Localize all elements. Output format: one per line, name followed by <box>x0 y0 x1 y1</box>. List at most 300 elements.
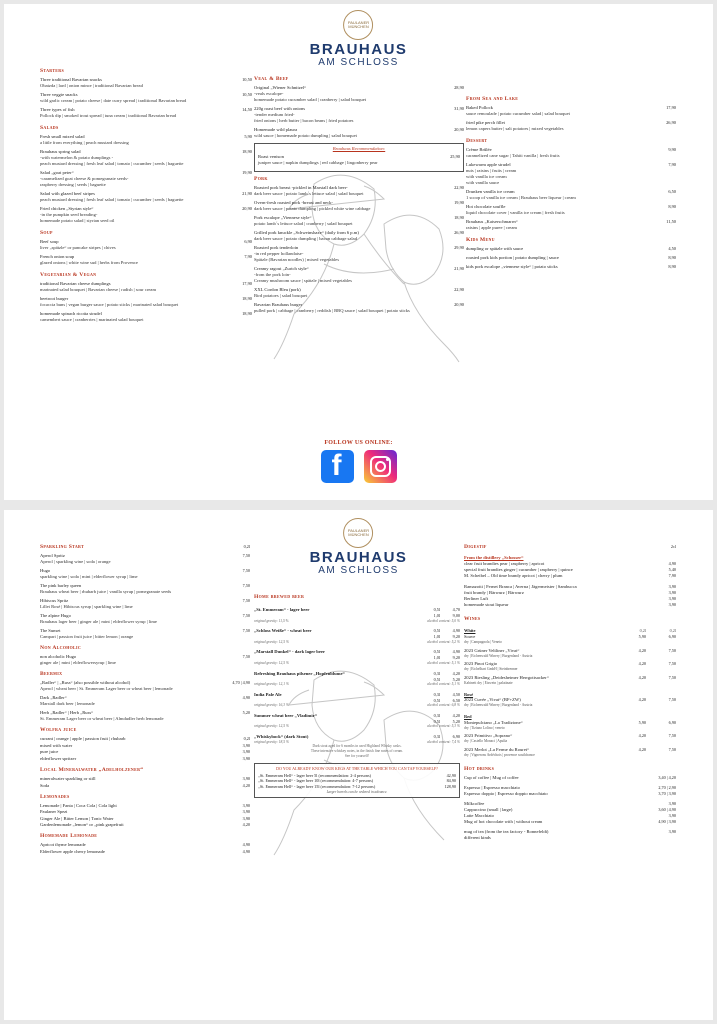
drink-price: 4,90 <box>242 842 250 848</box>
menu-item <box>254 106 464 124</box>
beer-name: „Whiskybock“ (dark Stout) <box>254 733 309 739</box>
alcohol-content: alcohol content: 5,3 % <box>427 724 460 729</box>
beer-price: 4,90 <box>452 649 460 655</box>
menu-item-text <box>40 134 236 146</box>
menu-item-description: caramelized cane sugar | Tahiti vanilla | fresh fruits <box>466 153 560 159</box>
menu-item-price: 7,90 <box>668 162 676 168</box>
drink-item <box>40 803 250 809</box>
brand-logo-drinks <box>310 518 408 576</box>
menu-item-text <box>254 185 448 197</box>
drink-name: The alpine Hugo <box>40 613 71 619</box>
menu-item-name: XXL Cordon Bleu (pork) <box>254 286 301 292</box>
drink-price: 0,2l <box>243 736 250 742</box>
menu-item-description: -with watermelon & potato dumplings - peach mustard dressing | fresh leaf salad | tomato | cucumber | seeds | baguette <box>40 155 184 167</box>
menu-item <box>40 170 252 188</box>
menu-item-description: pulled pork | cabbage | cranberry | reddish | BBQ sauce | salad bouquet | potato sticks <box>254 307 410 313</box>
section-title: Beermix <box>40 671 63 678</box>
drink-price: 3,90 <box>242 802 250 808</box>
menu-item-price: 28,90 <box>454 85 464 91</box>
menu-item-name: French onion soup <box>40 254 75 260</box>
drink-price: 7,50 <box>242 613 250 619</box>
beer-name: „St. Emmeram“ - lager beer <box>254 607 310 613</box>
drink-item <box>40 568 250 580</box>
menu-item-price: 14,50 <box>242 107 252 113</box>
menu-item-price: 29,90 <box>454 244 464 250</box>
drink-item-text <box>40 613 222 625</box>
wine-text <box>464 733 616 744</box>
digestif-item <box>464 573 676 579</box>
drink-name: pure juice <box>40 749 59 755</box>
wine-group-label: White <box>464 628 476 634</box>
drink-description: Brauhaus lager beer | ginger ale | mint | elderflower syrup | lime <box>40 618 157 624</box>
menu-section <box>466 96 676 132</box>
menu-item-price: 17,90 <box>242 281 252 287</box>
menu-item-description: a little from everything | peach mustard dressing <box>40 140 129 146</box>
menu-item-description: -from the pork loin- Creamy mushroom sauce | spätzle | mixed vegetables <box>254 271 352 283</box>
keg-offer-title: DO YOU ALREADY KNOW OUR KEGS AT THE TABLE WHICH YOU CAN TAP YOURSELF? <box>276 766 438 772</box>
menu-item-text <box>254 230 448 242</box>
wine-price: 5,90 <box>638 634 646 639</box>
beer-meta <box>254 724 460 729</box>
drink-item-text <box>40 628 222 640</box>
drink-item-text <box>40 598 222 610</box>
recommendation-title: Brauhaus Recommendation: <box>332 146 386 152</box>
menu-item-price: 22,90 <box>454 185 464 191</box>
menu-item-price: 18,90 <box>242 149 252 155</box>
drink-name: Ginger Ale | Bitter Lemon | Tonic Water <box>40 815 114 821</box>
drink-name: The Sunset <box>40 627 61 633</box>
menu-item <box>254 245 464 263</box>
wine-price: 7,50 <box>668 733 676 739</box>
menu-item-description: wild sauce | homemade potato dumpling | salad bouquet <box>254 133 357 139</box>
drink-item-text <box>40 680 222 692</box>
menu-item-price: 6,90 <box>244 239 252 245</box>
menu-item-price: 5,90 <box>244 134 252 140</box>
instagram-icon[interactable] <box>364 450 397 483</box>
beer-volume: 1,0l <box>433 613 440 619</box>
beer-item <box>254 734 460 759</box>
drink-description: Marstall dark beer | lemonade <box>40 701 95 707</box>
food-menu-page <box>4 4 713 500</box>
menu-item-text <box>254 200 448 212</box>
section-title: From Sea and Lake <box>466 96 519 102</box>
wine-description: dry | Castello Monaci | Apulia <box>464 739 508 744</box>
menu-item-text <box>254 215 448 227</box>
drink-item <box>40 809 250 815</box>
keg-price: 84,90 <box>446 778 456 784</box>
menu-item-name: 220g roast beef with onions <box>254 106 306 112</box>
beer-volume: 1,0l <box>433 655 440 661</box>
drink-name: Gardenlemonade „lemon“ or „pink grapefruit <box>40 822 124 828</box>
original-gravity: original gravity: 12,5 % <box>254 639 289 644</box>
menu-item-name: Overn-fresh roasted pork -breast and neck- <box>254 200 333 206</box>
size-header: 2cl <box>670 544 676 549</box>
drink-price: 7,50 <box>242 598 250 604</box>
menu-item-description: potato lamb´s lettuce salad | cranberry | salad bouquet <box>254 221 353 227</box>
drink-price: 3,90 <box>242 742 250 748</box>
drink-item-text <box>40 816 222 822</box>
menu-item-name: Creamy ragout „Zurich style“ <box>254 265 309 271</box>
section-title: Digestif <box>464 544 487 550</box>
brewery-seal-icon: PAULANER MÜNCHEN <box>344 518 374 548</box>
drink-item-text <box>40 654 222 666</box>
wine-item <box>464 634 676 645</box>
wine-description: dry | Eichelhart GmbH | Steinbrenner <box>464 667 518 672</box>
menu-section <box>254 76 464 139</box>
drink-price: 7,50 <box>242 583 250 589</box>
section-title: Hot drinks <box>464 765 495 772</box>
menu-item <box>254 215 464 227</box>
menu-item-price: 17,90 <box>666 105 676 111</box>
menu-item-name: Three types of fish <box>40 107 75 113</box>
wine-price: 4,20 <box>638 661 646 667</box>
digestif-price: 3,90 <box>668 602 676 608</box>
menu-item-name: Bavarian Brauhaus burger <box>254 301 303 307</box>
alcohol-content: alcohol content: 5,1 % <box>427 681 460 686</box>
menu-item <box>254 185 464 197</box>
food-right-column <box>466 96 676 273</box>
drink-item <box>40 749 250 755</box>
drink-item-text <box>40 568 222 580</box>
drink-item-text <box>40 822 222 828</box>
wine-group-header <box>464 625 676 634</box>
wine-name: Montepulciano „La Tradizione“ <box>464 719 523 725</box>
wine-description: dry | Eichenwald Winery | Burgenland - Austria <box>464 703 533 708</box>
size-header: 0,2l <box>639 628 646 634</box>
drink-price: 3,90 <box>242 815 250 821</box>
menu-item-text <box>40 281 236 293</box>
menu-item-price: 8,90 <box>668 204 676 210</box>
drink-section <box>40 671 250 722</box>
hot-drink-item <box>464 775 676 781</box>
drink-item-text <box>40 776 222 782</box>
section-title: Soup <box>40 229 53 236</box>
section-title: Dessert <box>466 138 488 145</box>
menu-item-description: marinated salad bouquet | Bavarian cheese | radish | sour cream <box>40 287 157 293</box>
menu-item-price: 20,90 <box>242 206 252 212</box>
menu-item <box>466 189 676 201</box>
drink-description: Aperol | sparkling wine | soda | orange <box>40 559 111 565</box>
menu-item-description: raisins | apple puree | cream <box>466 225 517 231</box>
menu-item-price: 31,90 <box>454 106 464 112</box>
beer-volume: 0,5l <box>433 649 440 655</box>
beer-price: 9,20 <box>452 634 460 640</box>
menu-item-price: 21,90 <box>454 265 464 271</box>
hot-drink-price: 3,90 <box>668 828 676 834</box>
menu-item-text <box>466 264 660 270</box>
drink-price: 7,50 <box>242 654 250 660</box>
digestif-price: 7,90 <box>668 573 676 579</box>
drink-item <box>40 783 250 789</box>
drink-item <box>40 613 250 625</box>
menu-item-text <box>40 296 236 308</box>
digestif-name: fruit brandy | Bärwurz | Bärwurz <box>464 590 524 596</box>
beer-price: 6,50 <box>452 697 460 703</box>
section-title: Wolfra juice <box>40 727 77 734</box>
wine-price: 7,50 <box>668 647 676 653</box>
menu-item <box>466 264 676 270</box>
drink-name: currant | orange | apple | passion fruit | rhubarb <box>40 736 126 742</box>
wine-item <box>464 675 676 686</box>
wine-price: 4,20 <box>638 674 646 680</box>
drink-name: „Radler“ | „Russ“ (also possible without alcohol) <box>40 680 131 686</box>
menu-item-name: Roasted pork tenderloin <box>254 244 299 250</box>
drink-price: 4,20 <box>242 822 250 828</box>
drink-item <box>40 736 250 742</box>
wine-text <box>464 720 616 731</box>
wine-text <box>464 661 616 672</box>
size-header: 0,2l <box>669 628 676 634</box>
menu-item-description: -caramelized goat cheese & pomegranate seeds- raspberry dressing | seeds | baguette <box>40 176 129 188</box>
menu-item-description: liver „spätzle“ or pancake stripes | chives <box>40 245 116 251</box>
menu-item-price: 20,90 <box>454 127 464 133</box>
menu-item-text <box>466 204 660 216</box>
menu-item-price: 8,90 <box>668 255 676 261</box>
menu-item-text <box>254 266 448 284</box>
hot-drink-item <box>464 819 676 825</box>
menu-item-price: 18,90 <box>242 296 252 302</box>
drink-item <box>40 776 250 782</box>
wine-group-header <box>464 711 676 720</box>
drink-price: 5,20 <box>242 710 250 716</box>
drink-item-text <box>40 803 222 809</box>
menu-item-text <box>466 255 660 261</box>
beer-item <box>254 649 460 665</box>
menu-item-text <box>254 85 448 103</box>
wine-name: 2023 Riesling „Deidesheimer Herrgottsacker“ <box>464 674 549 680</box>
menu-item <box>466 162 676 186</box>
drink-item-text <box>40 710 222 722</box>
beer-name: Summer wheat beer „Vladimir“ <box>254 712 317 718</box>
menu-item-text <box>40 239 236 251</box>
digestif-name: M. Scheibel – Old time brandy apricot | cherry | plum <box>464 573 563 579</box>
beer-name: India Pale Ale <box>254 691 282 697</box>
beer-price: 5,20 <box>452 676 460 682</box>
food-left-column <box>40 68 252 326</box>
menu-item-name: roasted pork kids portion | potato dumpling | sauce <box>466 255 559 261</box>
keg-footnote: Larger barrels can be ordered in advance. <box>326 790 388 795</box>
digestif-price: 3,90 <box>668 584 676 590</box>
menu-item-name: Baked Pollock <box>466 105 493 111</box>
wine-group-label: Rosé <box>464 691 474 697</box>
menu-item-name: traditional Bavarian cheese dumplings <box>40 281 111 287</box>
facebook-icon[interactable]: f <box>321 450 354 483</box>
menu-item <box>40 92 252 104</box>
menu-item-name: Drunken vanilla ice cream <box>466 189 515 195</box>
menu-item-text <box>466 120 660 132</box>
wine-price: 7,50 <box>668 661 676 667</box>
drink-name: Aperol Spritz <box>40 553 65 559</box>
drink-item-text <box>40 849 222 855</box>
drink-item <box>40 628 250 640</box>
recommendation-item: Roast venison juniper sauce | napkin dumplings | red cabbage | lingonberry pear 25,90 <box>258 153 460 165</box>
alcohol-content: alcohol content: 5,1 % <box>427 660 460 665</box>
wine-price: 4,20 <box>638 647 646 653</box>
keg-price: 128,90 <box>444 783 456 789</box>
menu-item <box>254 127 464 139</box>
hot-drink-name: Mug of hot chocolate with | without cream <box>464 818 543 824</box>
wine-description: dry | Campagnola | Veneto <box>464 639 502 644</box>
menu-item-name: Three veggie snacks <box>40 92 78 98</box>
menu-item <box>40 206 252 224</box>
drink-section <box>40 833 250 855</box>
hot-drink-price: 3,90 <box>668 800 676 806</box>
original-gravity: original gravity: 18,5 % <box>254 739 289 744</box>
menu-item-text <box>466 105 660 117</box>
menu-item-name: fried pike perch fillet <box>466 120 505 126</box>
drink-description: Aperol | wheat beer | St. Emmeram Lager beer or wheat beer | lemonade <box>40 686 173 692</box>
beer-name: „Schloss Weiße“ - wheat beer <box>254 628 312 634</box>
menu-item-name: homemade spinach ricotta strudel <box>40 311 102 317</box>
beer-price: 9,20 <box>452 655 460 661</box>
menu-item-price: 11,50 <box>666 219 676 225</box>
menu-item <box>466 219 676 231</box>
menu-item-text <box>466 147 660 159</box>
drink-description: ginger ale | mint | elderflowersyrup | lime <box>40 660 116 666</box>
beer-volume: 0,5l <box>433 697 440 703</box>
drink-name: Apricot thyme lemonade <box>40 842 86 848</box>
drink-description: Lillet Rosé | Hibiscus syrup | sparkling wine | lime <box>40 604 133 610</box>
drink-section-header <box>40 671 250 680</box>
beer-item <box>254 671 460 687</box>
menu-item-price: 19,90 <box>242 170 252 176</box>
menu-item-description: 1 scoop of vanilla ice cream | Brauhaus beer liqueur | cream <box>466 195 576 201</box>
wine-price: 4,20 <box>638 746 646 752</box>
beer-name: „Marstall Dunkel“ - dark lager beer <box>254 649 325 655</box>
menu-item-price: 26,90 <box>454 230 464 235</box>
drink-item-text <box>40 756 222 762</box>
drink-name: Herb „Radler“ | Herb „Russ“ <box>40 710 94 716</box>
section-title: Veal & Beef <box>254 76 289 82</box>
beer-price: 5,20 <box>452 718 460 724</box>
menu-item-price: 9,90 <box>668 147 676 153</box>
section-title: Pork <box>254 175 268 182</box>
menu-item-description: dark beer sauce | potato dumpling | bacon cabbage salad <box>254 235 357 241</box>
hot-drink-price: 3,70 | 3,90 <box>658 790 676 796</box>
menu-item <box>254 200 464 212</box>
menu-item-text <box>40 311 236 323</box>
drink-section <box>40 727 250 762</box>
menu-item-text <box>40 206 236 224</box>
drink-item <box>40 680 250 692</box>
menu-section <box>254 176 464 314</box>
brewery-seal-icon: PAULANER MÜNCHEN <box>344 10 374 40</box>
beer-item <box>254 713 460 729</box>
menu-item-description: Obatzda | lard | onion mince | traditional Bavarian bread <box>40 83 143 89</box>
beer-volume: 0,5l <box>433 676 440 682</box>
wine-name: Soave <box>464 634 476 639</box>
hot-drink-price: 4,90 | 3,90 <box>658 818 676 824</box>
hot-drink-item <box>464 791 676 797</box>
menu-item <box>254 302 464 314</box>
digestif-subtitle: From the distillery „Schosser“ <box>464 555 524 561</box>
menu-item-text <box>40 191 236 203</box>
beer-price: 4,20 <box>452 670 460 676</box>
digestif-price: 3,90 <box>668 590 676 596</box>
beer-volume: 0,3l <box>433 712 440 718</box>
drink-section <box>40 767 250 789</box>
beer-volume: 0,5l <box>433 718 440 724</box>
wine-text <box>464 697 616 708</box>
drink-price: 4,20 <box>242 782 250 788</box>
recommendation-box <box>254 143 464 172</box>
drink-description: Campari | passion fruit juice | bitter lemon | orange <box>40 633 134 639</box>
menu-section <box>466 237 676 270</box>
wine-item <box>464 733 676 744</box>
drink-price: 4,70 | 4,90 <box>232 680 250 686</box>
menu-item-name: dumpling or spätzle with sauce <box>466 246 524 252</box>
original-gravity: original gravity: 12,1 % <box>254 681 289 686</box>
beer-price: 9,00 <box>452 613 460 619</box>
wine-text <box>464 675 616 686</box>
menu-item-name: Roasted pork breast -pickled in Marstall dark beer- <box>254 185 348 191</box>
keg-price: 42,90 <box>446 772 456 778</box>
brand-subtitle: AM SCHLOSS <box>318 56 399 68</box>
menu-item-price: 22,90 <box>454 286 464 292</box>
digestif-price: 5,40 <box>668 567 676 573</box>
menu-item-description: camembert sauce | cranberries | marinated salad bouquet <box>40 317 144 323</box>
menu-item-name: Crème Brûlée <box>466 147 492 153</box>
menu-item <box>466 105 676 117</box>
wine-text <box>464 747 616 758</box>
drink-description: sparkling wine | soda | mint | elderflower syrup | lime <box>40 574 138 580</box>
brand-subtitle: AM SCHLOSS <box>318 564 399 576</box>
wine-item <box>464 697 676 708</box>
wine-item <box>464 661 676 672</box>
beer-volume: 0,3l <box>433 691 440 697</box>
original-gravity: original gravity: 11,5 % <box>254 618 289 623</box>
menu-item-text <box>254 302 448 314</box>
menu-item-text <box>466 219 660 231</box>
drink-section <box>40 645 250 666</box>
drinks-middle-column <box>254 594 460 798</box>
menu-item-name: Salad with glazed beef stripes <box>40 191 95 197</box>
brand-logo <box>310 10 408 68</box>
drinks-right-column <box>464 544 676 841</box>
digestif-header <box>464 544 676 553</box>
menu-item-text <box>40 92 236 104</box>
section-title: Homemade Lemonade <box>40 833 98 840</box>
menu-item-text <box>466 189 660 201</box>
drink-name: non alcoholic Hugo <box>40 654 77 660</box>
menu-item-text <box>466 246 660 252</box>
wine-item <box>464 648 676 659</box>
menu-item-description: focaccia buns | vegan burger sauce | potato sticks | marinated salad bouquet <box>40 302 179 308</box>
drink-item <box>40 842 250 848</box>
wine-description: dry | Eichenwald Winery | Burgenland - Austria <box>464 653 533 658</box>
drink-name: Dark „Radler“ <box>40 695 67 701</box>
drink-section-header <box>40 833 250 842</box>
original-gravity: original gravity: 16,3 % <box>254 703 289 708</box>
section-title: Wines <box>464 616 481 623</box>
drink-item-text <box>40 749 222 755</box>
drink-price: 3,90 <box>242 809 250 815</box>
beer-meta <box>254 682 460 687</box>
menu-item <box>466 120 676 132</box>
beer-volume: 0,3l <box>433 670 440 676</box>
brand-name: BRAUHAUS <box>309 41 408 58</box>
wine-name: 2023 Grüner Veltliner „Vivat“ <box>464 647 520 653</box>
drink-section-header <box>40 727 250 736</box>
drink-name: Lemonade | Fanta | Coca Cola | Cola light <box>40 802 117 808</box>
hot-drinks-section <box>464 766 676 841</box>
menu-item-price: 18,90 <box>242 311 252 317</box>
beer-meta <box>254 619 460 624</box>
drink-item <box>40 695 250 707</box>
menu-item-text <box>40 170 236 188</box>
beer-item <box>254 607 460 623</box>
menu-item-text <box>466 162 660 186</box>
